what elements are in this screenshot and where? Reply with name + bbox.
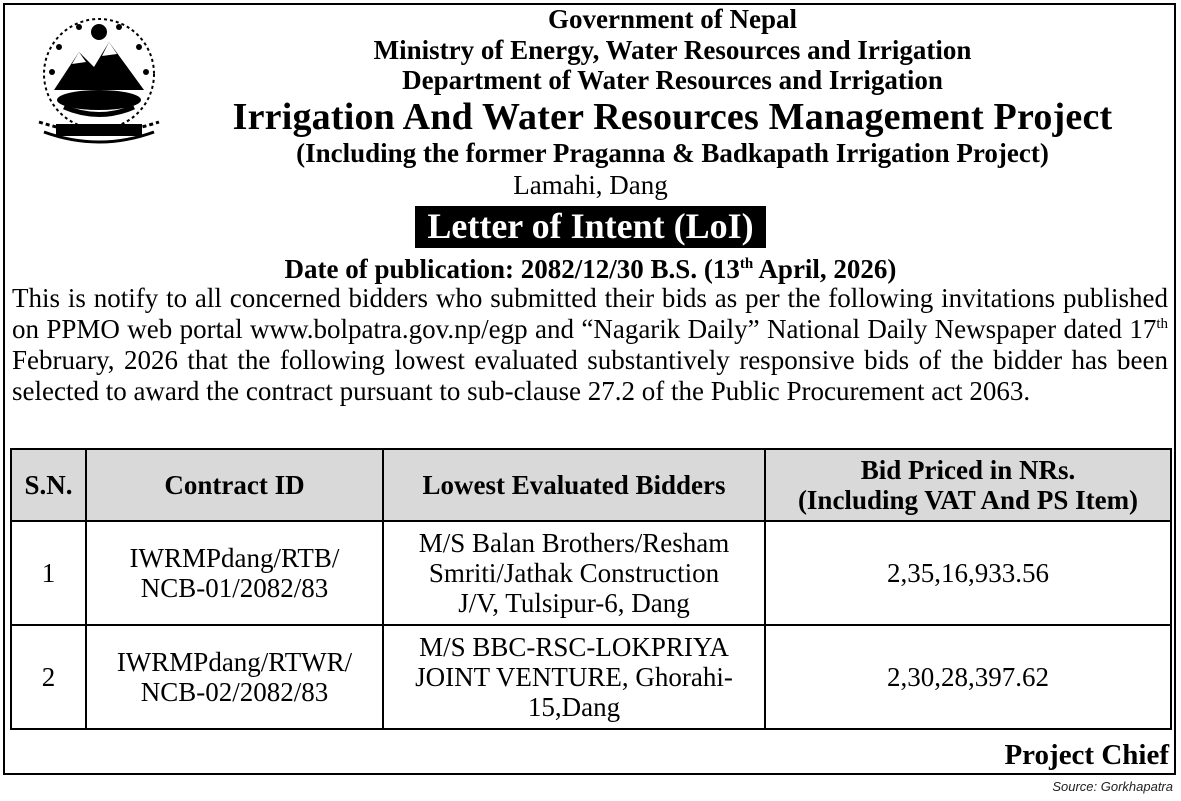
source-credit: Source: Gorkhapatra	[1052, 779, 1173, 794]
publication-date-sup: th	[739, 256, 754, 272]
header-project: Irrigation And Water Resources Management Project	[232, 96, 1113, 138]
notice-body-sup: th	[1156, 316, 1168, 332]
bidder-line: Smriti/Jathak Construction	[428, 558, 720, 588]
table-row	[11, 521, 1171, 625]
row-bidder	[383, 521, 765, 625]
bidder-line: JOINT VENTURE, Ghorahi-	[415, 662, 733, 692]
bidder-line: J/V, Tulsipur-6, Dang	[458, 588, 690, 618]
table-row	[11, 625, 1171, 729]
notice-title-wrap	[0, 206, 1181, 248]
contract-id-line: IWRMPdang/RTWR/	[116, 647, 353, 677]
row-contract-id	[86, 625, 383, 729]
notice-body-part1: This is notify to all concerned bidders who submitted their bids as per the following invitations published on PPMO web portal www.bolpatra.gov.np/egp and “Nagarik Daily” National Daily Newspaper dated 17	[12, 283, 1168, 344]
nepal-emblem-icon	[24, 12, 174, 157]
table-header-row	[11, 449, 1171, 521]
header-bidders: Lowest Evaluated Bidders	[383, 449, 765, 521]
row-sn: 2	[11, 625, 86, 729]
row-price: 2,35,16,933.56	[765, 521, 1171, 625]
bidder-line: 15,Dang	[527, 692, 621, 722]
signoff: Project Chief	[1004, 739, 1169, 771]
bids-table	[10, 448, 1172, 730]
row-price: 2,30,28,397.62	[765, 625, 1171, 729]
header-price	[765, 449, 1171, 521]
header-subtitle: (Including the former Praganna & Badkapath Irrigation Project)	[296, 138, 1049, 168]
publication-date	[0, 253, 1181, 285]
row-bidder	[383, 625, 765, 729]
header-price-line2: (Including VAT And PS Item)	[797, 485, 1139, 515]
notice-body	[12, 283, 1168, 407]
header-ministry: Ministry of Energy, Water Resources and Irrigation	[373, 35, 972, 65]
publication-date-suffix: April, 2026)	[753, 254, 897, 284]
contract-id-line: NCB-01/2082/83	[140, 573, 329, 603]
header-price-line1: Bid Priced in NRs.	[860, 455, 1076, 485]
bidder-line: M/S Balan Brothers/Resham	[418, 528, 730, 558]
row-sn: 1	[11, 521, 86, 625]
row-contract-id	[86, 521, 383, 625]
header-department: Department of Water Resources and Irrigation	[402, 65, 943, 95]
notice-body-part2: February, 2026 that the following lowest evaluated substantively responsive bids of the bidder has been selected to award the contract pursuant to sub-clause 27.2 of the Public Procurement act 2063.	[12, 345, 1168, 406]
header-location: Lamahi, Dang	[513, 170, 668, 200]
publication-date-prefix: Date of publication: 2082/12/30 B.S. (13	[284, 254, 740, 284]
contract-id-line: IWRMPdang/RTB/	[129, 543, 340, 573]
header-contract-id: Contract ID	[86, 449, 383, 521]
notice-title: Letter of Intent (LoI)	[415, 206, 765, 248]
bidder-line: M/S BBC-RSC-LOKPRIYA	[419, 632, 729, 662]
contract-id-line: NCB-02/2082/83	[140, 677, 329, 707]
header-government: Government of Nepal	[548, 4, 797, 34]
header-sn: S.N.	[11, 449, 86, 521]
